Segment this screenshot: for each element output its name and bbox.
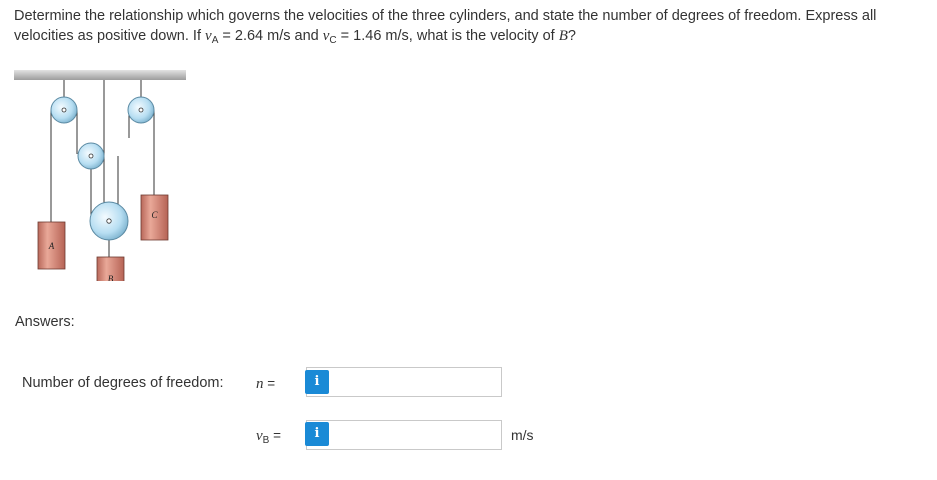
dof-info-button[interactable] xyxy=(305,370,329,394)
vb-unit: m/s xyxy=(511,427,534,443)
vb-equals: = xyxy=(269,428,281,443)
dof-variable xyxy=(256,376,275,393)
info-icon: i xyxy=(314,426,320,441)
dof-label: Number of degrees of freedom: xyxy=(22,375,224,391)
answers-label: Answers: xyxy=(15,314,75,330)
cylinder-b xyxy=(97,257,124,281)
cylinder-c xyxy=(141,195,168,240)
va-symbol: v xyxy=(205,28,212,44)
question-text xyxy=(14,6,929,46)
b-symbol: B xyxy=(558,28,568,44)
vb-subscript: B xyxy=(262,435,270,446)
question-end: ? xyxy=(567,28,576,44)
vc-symbol: v xyxy=(322,28,330,44)
cylinder-c-label: C xyxy=(151,210,158,220)
ceiling xyxy=(14,70,186,80)
pulley-middle xyxy=(78,143,104,169)
dof-var-symbol: n xyxy=(256,376,264,392)
question-part1: Determine the relationship which governs the velocities of the three cylinders, and state the number of degrees of freedom. Express all velocities as positive down. If xyxy=(14,8,877,44)
pulley-top-right xyxy=(128,97,154,123)
vb-variable xyxy=(256,428,281,445)
cylinder-b-label: B xyxy=(107,274,114,281)
vc-value: = 1.46 m/s, what is the velocity of xyxy=(336,28,559,44)
pulley-system-figure xyxy=(14,66,189,286)
va-subscript: A xyxy=(211,35,219,46)
cylinder-a-label: A xyxy=(48,241,55,251)
dof-equals: = xyxy=(263,376,276,391)
pulley-large xyxy=(90,202,128,240)
pulley-top-left xyxy=(51,97,77,123)
dof-answer-input[interactable] xyxy=(306,367,502,397)
info-icon: i xyxy=(314,374,320,389)
vb-var-symbol: v xyxy=(256,428,263,444)
cylinder-a xyxy=(38,222,65,269)
vb-answer-input[interactable] xyxy=(306,420,502,450)
va-value: = 2.64 m/s and xyxy=(218,28,323,44)
vc-subscript: C xyxy=(329,35,337,46)
pulley-diagram xyxy=(14,66,189,281)
vb-info-button[interactable] xyxy=(305,422,329,446)
